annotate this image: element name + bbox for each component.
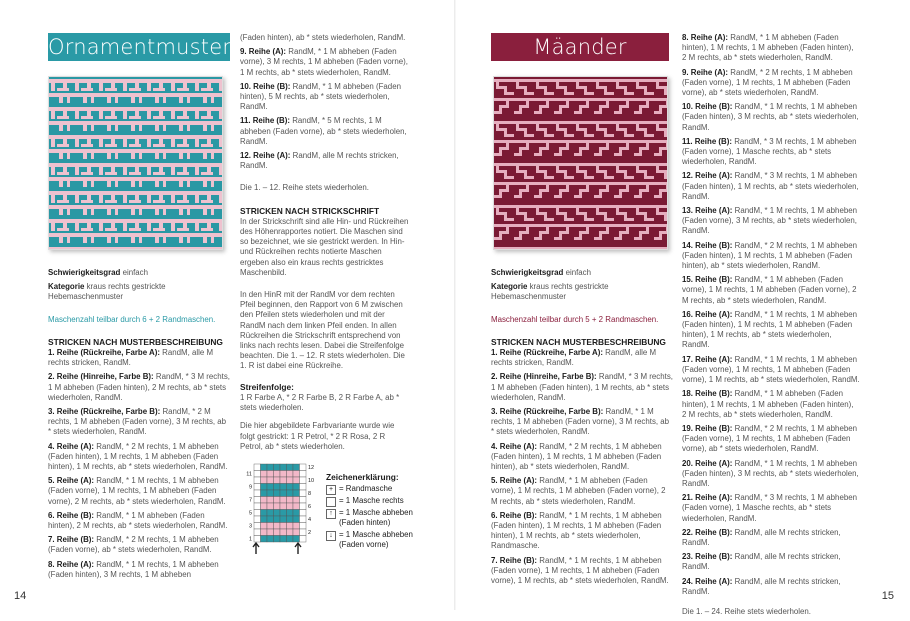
row-label: 12. Reihe (A): [682, 171, 733, 181]
chart-row-number: 11 [246, 471, 252, 478]
instruction-row [682, 528, 860, 548]
chart-cell [293, 536, 300, 543]
row-text: RandM, * 1 M rechts, 1 M abheben (Faden hinten), 1 M rechts, 1 M abheben (Faden hinten), 1 M rechts, ab * stets wiederholen, Randmasche. [491, 510, 662, 551]
instruction-row [682, 206, 860, 237]
row-text: RandM, * 1 M abheben (Faden hinten), 1 M rechts, 1 M abheben (Faden hinten), 2 M rechts, ab * stets wiederholen, RandM. [682, 33, 854, 63]
chart-cell [280, 464, 287, 471]
chart-cell [287, 464, 294, 471]
row-label: 6. Reihe (B): [48, 510, 95, 520]
knitting-chart [244, 462, 320, 558]
row-label: 24. Reihe (A): [682, 576, 733, 586]
chart-cell [267, 536, 274, 543]
chart-cell [274, 510, 281, 517]
row-text: RandM, * 1 M rechts, 1 M abheben (Faden hinten), 3 M rechts, ab * stets wiederholen, RandM. [682, 458, 859, 488]
row-text: RandM, * 3 M rechts, 1 M abheben (Faden hinten), 1 M rechts, ab * stets wiederholen, RandM. [491, 372, 673, 402]
row-text: RandM, * 2 M rechts, 1 M abheben (Faden vorne), 1 M rechts, 1 M abheben (Faden vorne), ab * stets wiederholen, RandM. [682, 67, 853, 98]
chart-cell [300, 529, 307, 536]
instruction-row [682, 275, 860, 306]
chart-row-number: 9 [248, 484, 252, 491]
chart-cell [293, 464, 300, 471]
chart-cell [280, 516, 287, 523]
instruction-list [682, 33, 860, 597]
chart-cell [287, 497, 294, 504]
chart-cell [261, 490, 268, 497]
row-text: RandM, * 2 M rechts, 1 M abheben (Faden hinten), 1 M rechts, 1 M abheben (Faden hinten), ab * stets wiederholen, RandM. [682, 240, 857, 271]
chart-cell [274, 490, 281, 497]
row-text: RandM, * 1 M rechts, 1 M abheben (Faden vorne), 3 M rechts, ab * stets wiederholen, RandM. [491, 407, 670, 437]
instruction-row [491, 442, 673, 473]
chart-cell [293, 497, 300, 504]
row-text: RandM, * 3 M rechts, 1 M abheben (Faden hinten), 2 M rechts, ab * stets wiederholen, RandM. [48, 372, 230, 402]
instruction-row [491, 407, 673, 438]
row-text: RandM, alle M rechts stricken, RandM. [682, 552, 841, 572]
chart-cell [287, 536, 294, 543]
instruction-row [682, 102, 860, 133]
chart-cell [267, 503, 274, 510]
instruction-row [491, 476, 673, 507]
row-label: 8. Reihe (A): [682, 33, 729, 42]
edge-stitch-icon: + [326, 485, 336, 495]
page-number-right: 15 [881, 590, 894, 602]
row-label: 9. Reihe (A): [240, 47, 287, 57]
chart-cell [280, 471, 287, 478]
instruction-list [48, 348, 230, 580]
category-label: Kategorie [491, 282, 528, 292]
chart-cell [261, 484, 268, 491]
chart-cell [274, 477, 281, 484]
chart-row-number: 4 [308, 517, 312, 523]
instruction-row [48, 407, 230, 438]
row-label: 5. Reihe (A): [48, 476, 95, 486]
chart-row-number: 12 [308, 465, 315, 471]
repeat-note: Die 1. – 12. Reihe stets wiederholen. [240, 183, 369, 193]
chart-cell [274, 523, 281, 530]
instruction-row [682, 310, 860, 351]
difficulty-label: Schwierigkeitsgrad [491, 268, 564, 277]
chart-cell [261, 529, 268, 536]
chart-cell [267, 484, 274, 491]
chart-cell [261, 497, 268, 504]
section-heading: STRICKEN NACH MUSTERBESCHREIBUNG [491, 336, 666, 347]
chart-cell [254, 484, 261, 491]
row-text: RandM, * 1 M abheben (Faden vorne), 1 M rechts, 1 M abheben (Faden vorne), 2 M rechts, ab * stets wiederholen, RandM. [491, 476, 666, 506]
chart-cell [274, 529, 281, 536]
category-value: kraus rechts gestrickte Hebemaschenmuster [48, 282, 166, 302]
legend [326, 472, 426, 551]
row-text: RandM, * 1 M rechts, 1 M abheben (Faden vorne), 1 M rechts, 1 M abheben (Faden vorne), 1 M rechts, ab * stets wiederholen, RandM. [682, 354, 860, 385]
chart-cell [287, 516, 294, 523]
chart-cell [267, 464, 274, 471]
chart-cell [261, 503, 268, 510]
instruction-row [682, 493, 860, 524]
meander-knit-pattern [494, 77, 667, 249]
chart-cell [261, 523, 268, 530]
chart-cell [287, 484, 294, 491]
chart-cell [287, 503, 294, 510]
instruction-row [682, 355, 860, 386]
stitch-count: Maschenzahl teilbar durch 5 + 2 Randmaschen. [491, 314, 659, 324]
chart-cell [254, 490, 261, 497]
left-knit-swatch-image [48, 76, 223, 250]
instruction-row [491, 511, 673, 552]
chart-cell [267, 529, 274, 536]
chart-cell [254, 497, 261, 504]
chart-cell [300, 490, 307, 497]
chart-cell [274, 471, 281, 478]
chart-cell [267, 523, 274, 530]
section-heading: STRICKEN NACH MUSTERBESCHREIBUNG [48, 336, 223, 347]
chart-row-number: 7 [248, 497, 252, 504]
chart-cell [267, 471, 274, 478]
page-number-left: 14 [14, 590, 27, 602]
right-page-title: Mäander [491, 33, 669, 61]
row-label: 10. Reihe (B): [240, 81, 291, 91]
row-label: 13. Reihe (A): [682, 206, 733, 216]
instruction-row [48, 560, 230, 580]
chart-cell [274, 536, 281, 543]
chart-cell [287, 471, 294, 478]
chart-cell [300, 464, 307, 471]
chart-cell [280, 490, 287, 497]
row-text: RandM, * 2 M rechts, 1 M abheben (Faden hinten), 1 M rechts, 1 M abheben (Faden hinten), ab * stets wiederholen, RandM. [491, 441, 662, 472]
stripe-heading: Streifenfolge: [240, 381, 294, 392]
instruction-row [48, 442, 230, 473]
right-col-1 [491, 268, 673, 590]
instruction-row [682, 33, 860, 64]
difficulty-value: einfach [122, 268, 149, 277]
row-text: RandM, * 2 M rechts, 1 M abheben (Faden vorne), 1 M rechts, 1 M abheben (Faden vorne), ab * stets wiederholen, RandM. [682, 423, 857, 454]
row-text: RandM, alle M rechts stricken, RandM. [240, 151, 399, 171]
chart-cell [267, 490, 274, 497]
row-label: 5. Reihe (A): [491, 476, 538, 486]
chart-cell [293, 503, 300, 510]
instruction-row [48, 348, 230, 368]
row-label: 19. Reihe (B): [682, 423, 733, 433]
row-label: 4. Reihe (A): [48, 441, 95, 451]
legend-item: = 1 Masche rechts [326, 496, 426, 507]
row-text: RandM, * 3 M rechts, 1 M abheben (Faden vorne), 1 Masche rechts, ab * stets wiederholen, RandM. [682, 136, 857, 167]
chart-cell [267, 516, 274, 523]
instruction-row [682, 424, 860, 455]
category-label: Kategorie [48, 282, 85, 292]
instruction-row [682, 171, 860, 202]
difficulty-value: einfach [565, 268, 592, 277]
row-text: RandM, * 1 M rechts, 1 M abheben (Faden vorne), 3 M rechts, ab * stets wiederholen, RandM. [682, 206, 857, 236]
instruction-row [682, 389, 860, 420]
row-text: (Faden hinten), ab * stets wiederholen, RandM. [240, 33, 406, 42]
chart-cell [300, 536, 307, 543]
row-label: 21. Reihe (A): [682, 493, 733, 503]
row-text: RandM, * 2 M rechts, 1 M abheben (Faden vorne), ab * stets wiederholen, RandM. [48, 535, 219, 555]
chart-cell [254, 471, 261, 478]
chart-cell [280, 510, 287, 517]
chart-cell [261, 471, 268, 478]
chart-cell [300, 510, 307, 517]
row-label: 1. Reihe (Rückreihe, Farbe A): [48, 348, 160, 358]
row-label: 3. Reihe (Rückreihe, Farbe B): [491, 407, 604, 417]
row-label: 12. Reihe (A): [240, 151, 291, 161]
chart-cell [274, 503, 281, 510]
instruction-list [491, 348, 673, 586]
legend-item: ↓ = 1 Masche abheben (Faden vorne) [326, 530, 426, 550]
chart-cell [280, 529, 287, 536]
chart-cell [293, 523, 300, 530]
legend-item: + = Randmasche [326, 484, 426, 495]
chart-cell [287, 490, 294, 497]
chart-cell [287, 477, 294, 484]
arrow-up-icon [253, 543, 259, 554]
chart-cell [261, 516, 268, 523]
row-label: 17. Reihe (A): [682, 354, 733, 364]
instruction-row [48, 476, 230, 507]
instruction-row [240, 47, 410, 78]
row-text: RandM, * 2 M rechts, 1 M abheben (Faden vorne), 3 M rechts, ab * stets wiederholen, RandM. [48, 407, 227, 437]
row-label: 2. Reihe (Hinreihe, Farbe B): [491, 372, 597, 382]
difficulty-label: Schwierigkeitsgrad [48, 268, 121, 277]
chart-cell [300, 497, 307, 504]
chart-cell [274, 516, 281, 523]
chart-cell [293, 516, 300, 523]
right-knit-swatch-image [493, 76, 668, 250]
chart-paragraph-2: In den HinR mit der RandM vor dem rechten Pfeil beginnen, den Rapport von 6 M zwischen den Pfeilen stets wiederholen und mit der RandM nach dem linken Pfeil enden. In allen Rückreihen die Strickschrift entsprechend von links nach rechts lesen. Dabei die Streifenfolge beachten. Die 1. – 12. R stets wiederholen. Die 1. R ist dabei eine Rückreihe. [240, 290, 405, 371]
instruction-row [682, 577, 860, 597]
row-label: 20. Reihe (A): [682, 458, 733, 468]
chart-row-number: 6 [308, 504, 312, 510]
row-text: RandM, * 1 M rechts, 1 M abheben (Faden hinten), 1 M rechts, 1 M abheben (Faden hinten), 1 M rechts, ab * stets wiederholen, RandM. [682, 309, 857, 350]
row-text: RandM, * 1 M abheben (Faden vorne), 1 M rechts, 1 M abheben (Faden vorne), 2 M rechts, ab * stets wiederholen, RandM. [682, 275, 857, 305]
chart-cell [293, 477, 300, 484]
instruction-row [682, 137, 860, 168]
chart-row-number: 8 [308, 491, 312, 497]
row-text: RandM, * 5 M rechts, 1 M abheben (Faden vorne), ab * stets wiederholen, RandM. [240, 116, 407, 146]
chart-cell [254, 536, 261, 543]
row-text: RandM, * 1 M rechts, 1 M abheben (Faden hinten), 3 M rechts, ab * stets wiederholen, RandM. [682, 102, 859, 132]
instruction-row [48, 535, 230, 555]
instruction-row [240, 82, 410, 113]
stripe-text: 1 R Farbe A, * 2 R Farbe B, 2 R Farbe A, ab * stets wiederholen. [240, 392, 400, 413]
chart-cell [261, 464, 268, 471]
chart-cell [280, 503, 287, 510]
chart-row-number: 2 [308, 530, 312, 536]
arrow-up-icon [295, 543, 301, 554]
row-text: RandM, alle M rechts stricken, RandM. [682, 576, 841, 596]
chart-cell [274, 464, 281, 471]
row-text: RandM, * 1 M abheben (Faden hinten), 1 M rechts, 1 M abheben (Faden hinten), 2 M rechts, ab * stets wiederholen, RandM. [682, 389, 854, 419]
chart-cell [254, 464, 261, 471]
chart-paragraph-1: In der Strickschrift sind alle Hin- und Rückreihen des Höhenrapportes notiert. Die Maschen sind so bezeichnet, wie sie gestrickt werden. In Hin- und Rückreihen rechts notierte Maschen ergeben also ein kraus rechts gestricktes Maschenbild. [240, 216, 409, 277]
chart-cell [293, 490, 300, 497]
chart-cell [254, 510, 261, 517]
legend-title: Zeichenerklärung: [326, 472, 399, 482]
chart-cell [280, 523, 287, 530]
left-page-title: Ornamentmuster [48, 35, 232, 59]
chart-cell [274, 497, 281, 504]
chart-cell [300, 523, 307, 530]
left-col-1 [48, 268, 230, 584]
chart-cell [300, 503, 307, 510]
row-label: 11. Reihe (B): [240, 116, 290, 126]
instruction-row [682, 459, 860, 490]
chart-cell [261, 536, 268, 543]
chart-cell [287, 529, 294, 536]
instruction-row [682, 68, 860, 99]
row-text: RandM, alle M rechts stricken, RandM. [491, 348, 657, 368]
row-label: 6. Reihe (B): [491, 510, 538, 520]
chart-cell [300, 477, 307, 484]
chart-cell [261, 510, 268, 517]
chart-cell [254, 523, 261, 530]
chart-cell [300, 516, 307, 523]
row-label: 8. Reihe (A): [48, 559, 95, 569]
chart-cell [300, 484, 307, 491]
chart-cell [280, 536, 287, 543]
chart-row-number: 3 [248, 523, 252, 530]
row-text: RandM, alle M rechts stricken, RandM. [682, 527, 841, 547]
chart-cell [267, 477, 274, 484]
chart-cell [287, 523, 294, 530]
chart-cell [274, 484, 281, 491]
legend-item: ↑ = 1 Masche abheben (Faden hinten) [326, 508, 426, 528]
chart-cell [293, 471, 300, 478]
stitch-count: Maschenzahl teilbar durch 6 + 2 Randmaschen. [48, 314, 216, 324]
chart-cell [254, 503, 261, 510]
row-label: 22. Reihe (B): [682, 527, 733, 537]
row-label: 10. Reihe (B): [682, 102, 733, 112]
category-value: kraus rechts gestrickte Hebemaschenmuster [491, 282, 609, 302]
ornament-knit-pattern [49, 77, 222, 249]
row-label: 11. Reihe (B): [682, 136, 732, 146]
instruction-list [240, 33, 410, 171]
slip-front-icon: ↓ [326, 531, 336, 541]
row-label: 23. Reihe (B): [682, 552, 733, 562]
row-text: RandM, * 3 M rechts, 1 M abheben (Faden hinten), 1 M rechts, ab * stets wiederholen, RandM. [682, 171, 859, 201]
instruction-row [682, 552, 860, 572]
chart-row-number: 10 [308, 478, 315, 484]
slip-back-icon: ↑ [326, 509, 336, 519]
instruction-row [48, 372, 230, 403]
row-text: RandM, * 2 M rechts, 1 M abheben (Faden hinten), 1 M rechts, 1 M abheben (Faden hinten), 1 M rechts, ab * stets wiederholen, RandM. [48, 441, 228, 472]
chart-cell [261, 477, 268, 484]
repeat-note: Die 1. – 24. Reihe stets wiederholen. [682, 606, 811, 616]
chart-cell [254, 529, 261, 536]
chart-cell [280, 497, 287, 504]
instruction-row [682, 241, 860, 272]
row-label: 7. Reihe (B): [48, 535, 95, 545]
chart-cell [287, 510, 294, 517]
knit-stitch-icon [326, 497, 336, 507]
chart-cell [293, 510, 300, 517]
row-label: 4. Reihe (A): [491, 441, 538, 451]
book-spine [454, 0, 456, 610]
chart-cell [254, 516, 261, 523]
row-text: RandM, * 3 M rechts, 1 M abheben (Faden vorne), 1 Masche rechts, ab * stets wiederholen, RandM. [682, 493, 857, 523]
row-text: RandM, * 1 M abheben (Faden hinten), 2 M rechts, ab * stets wiederholen, RandM. [48, 510, 228, 531]
instruction-row [240, 151, 410, 171]
instruction-row [48, 511, 230, 531]
instruction-row [491, 348, 673, 368]
chart-cell [267, 510, 274, 517]
row-label: 14. Reihe (B): [682, 240, 733, 250]
row-label: 18. Reihe (B): [682, 389, 733, 399]
row-label: 2. Reihe (Hinreihe, Farbe B): [48, 372, 154, 382]
chart-cell [280, 484, 287, 491]
chart-cell [280, 477, 287, 484]
row-text: RandM, * 1 M abheben (Faden vorne), 3 M rechts, 1 M abheben (Faden vorne), 1 M rechts, ab * stets wiederholen, RandM. [240, 47, 408, 77]
chart-heading: STRICKEN NACH STRICKSCHRIFT [240, 205, 380, 216]
row-text: RandM, * 1 M rechts, 1 M abheben (Faden hinten), 3 M rechts, 1 M abheben [48, 559, 219, 579]
instruction-row [240, 33, 410, 43]
chart-row-number: 5 [248, 510, 252, 517]
instruction-row [491, 372, 673, 403]
row-label: 15. Reihe (B): [682, 275, 733, 285]
chart-cell [293, 484, 300, 491]
row-label: 1. Reihe (Rückreihe, Farbe A): [491, 348, 603, 358]
right-col-2 [682, 33, 860, 621]
row-text: RandM, alle M rechts stricken, RandM. [48, 348, 214, 368]
chart-cell [267, 497, 274, 504]
row-label: 3. Reihe (Rückreihe, Farbe B): [48, 407, 161, 417]
chart-cell [300, 471, 307, 478]
chart-cell [293, 529, 300, 536]
row-label: 16. Reihe (A): [682, 309, 733, 319]
row-text: RandM, * 1 M rechts, 1 M abheben (Faden vorne), 1 M rechts, 1 M abheben (Faden vorne), 2 M rechts, ab * stets wiederholen, RandM. [48, 476, 226, 506]
chart-cell [254, 477, 261, 484]
instruction-row [240, 116, 410, 147]
row-label: 7. Reihe (B): [491, 555, 538, 565]
left-col-2 [240, 33, 410, 456]
chart-row-number: 1 [248, 536, 252, 543]
row-text: RandM, * 1 M rechts, 1 M abheben (Faden vorne), 1 M rechts, 1 M abheben (Faden vorne), 1 M rechts, ab * stets wiederholen, RandM. [491, 555, 669, 586]
row-text: RandM, * 1 M abheben (Faden hinten), 5 M rechts, ab * stets wiederholen, RandM. [240, 81, 401, 112]
instruction-row [491, 556, 673, 587]
row-label: 9. Reihe (A): [682, 67, 729, 77]
variant-text: Die hier abgebildete Farbvariante wurde wie folgt gestrickt: 1 R Petrol, * 2 R Rosa, 2 R Petrol, ab * stets wiederholen. [240, 421, 395, 451]
